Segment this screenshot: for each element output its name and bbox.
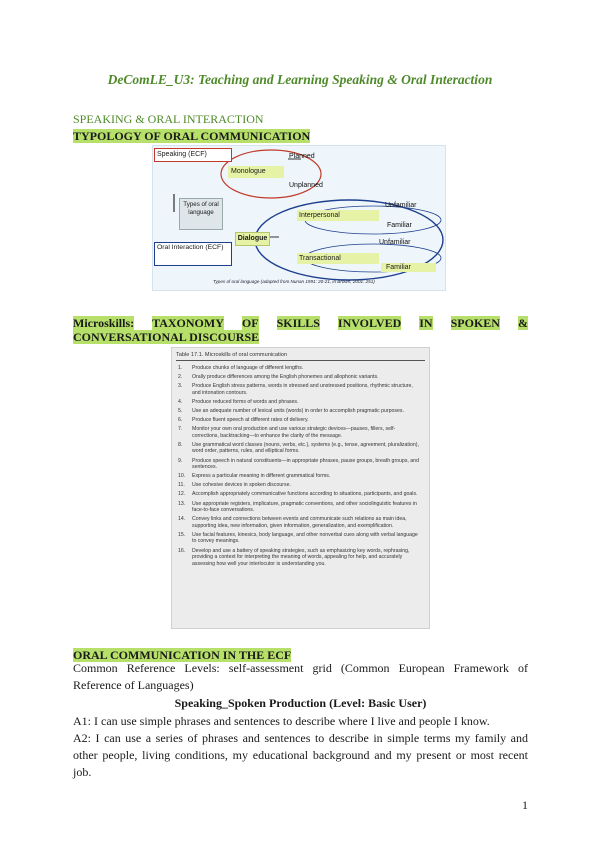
microskill-text: Use facial features, kinesics, body language, and other nonverbal cues along with verbal language to convey meanings.	[192, 531, 418, 545]
heading-word: OF	[241, 316, 259, 330]
microskills-label: Microskills:	[73, 316, 135, 330]
microskill-number: 15.	[178, 531, 186, 538]
microskill-number: 14.	[178, 516, 186, 523]
microskill-number: 7.	[178, 426, 183, 433]
microskill-item	[178, 532, 422, 545]
heading-word: SPOKEN	[450, 316, 500, 330]
typology-heading-text: TYPOLOGY OF ORAL COMMUNICATION	[73, 129, 311, 143]
heading-word: TAXONOMY	[152, 316, 224, 330]
microskill-text: Use cohesive devices in spoken discourse.	[192, 482, 291, 489]
speaking-ecf-box: Speaking (ECF)	[154, 148, 232, 162]
microskills-table	[171, 347, 430, 629]
unfamiliar-label-1: Unfamiliar	[385, 202, 417, 209]
heading-word: &	[517, 316, 528, 330]
microskill-text: Produce reduced forms of words and phrases.	[192, 398, 299, 405]
microskill-number: 2.	[178, 374, 183, 381]
heading-word: SKILLS	[276, 316, 320, 330]
ecf-heading-text: ORAL COMMUNICATION IN THE ECF	[73, 648, 292, 662]
microskill-text: Use appropriate registers, implicature, pragmatic conventions, and other sociolinguistic features in face-to-face conversations.	[192, 500, 417, 514]
microskills-heading	[73, 316, 528, 345]
microskill-number: 5.	[178, 407, 183, 414]
microskill-text: Use grammatical word classes (nouns, verbs, etc.), systems (e.g., tense, agreement, pluralization), word order, patterns, rules, and elliptical forms.	[192, 441, 419, 455]
microskill-item	[178, 516, 422, 529]
microskill-item	[178, 426, 422, 439]
microskill-text: Orally produce differences among the English phonemes and allophonic variants.	[192, 374, 379, 381]
microskill-number: 10.	[178, 473, 186, 480]
microskill-text: Produce fluent speech at different rates of delivery.	[192, 417, 309, 424]
microskill-text: Convey links and connections between events and communicate such relations as main idea, supporting idea, new information, given information, generalization, and exemplification.	[192, 516, 407, 529]
microskill-text: Produce chunks of language of different lengths.	[192, 365, 304, 371]
microskills-list	[178, 365, 422, 570]
heading-word: IN	[419, 316, 433, 330]
oral-interaction-ecf-box: Oral Interaction (ECF)	[154, 242, 232, 266]
familiar-box-2: Familiar	[381, 263, 436, 272]
microskill-item	[178, 501, 422, 514]
microskill-number: 11.	[178, 482, 185, 489]
microskill-item	[178, 417, 422, 424]
microskill-item	[178, 399, 422, 406]
microskill-text: Monitor your own oral production and use various strategic devices—pauses, fillers, self-corrections, backtracking—to enhance the clarity of the message.	[192, 426, 396, 439]
section-label: SPEAKING & ORAL INTERACTION	[73, 112, 264, 126]
table-title: Table 17.1. Microskills of oral communication	[176, 352, 287, 358]
a2-descriptor: A2: I can use a series of phrases and sentences to describe in simple terms my family and other people, living conditions, my educational background and my present or most recent job.	[73, 731, 528, 779]
unfamiliar-label-2: Unfamiliar	[379, 239, 411, 246]
types-of-oral-language-box: Types of oral language	[179, 198, 223, 230]
microskill-text: Accomplish appropriately communicative functions according to situations, participants, and goals.	[192, 491, 418, 498]
document-title: DeComLE_U3: Teaching and Learning Speaking & Oral Interaction	[107, 72, 493, 87]
heading-word: INVOLVED	[337, 316, 402, 330]
microskill-number: 8.	[178, 441, 183, 448]
page-number: 1	[522, 798, 528, 812]
ecf-intro: Common Reference Levels: self-assessment grid (Common European Framework of Reference of Languages)	[73, 661, 528, 692]
microskill-text: Produce speech in natural constituents—in appropriate phrases, pause groups, breath groups, and sentences.	[192, 457, 419, 471]
microskill-item	[178, 365, 422, 372]
microskill-item	[178, 374, 422, 381]
unplanned-label: Unplanned	[289, 182, 323, 189]
table-rule	[176, 360, 425, 361]
monologue-box: Monologue	[228, 166, 284, 178]
microskill-item	[178, 482, 422, 489]
microskill-number: 1.	[178, 365, 183, 371]
microskill-text: Produce English stress patterns, words in stressed and unstressed positions, rhythmic structure, and intonation contours.	[192, 383, 413, 396]
familiar-label-1: Familiar	[387, 222, 412, 229]
diagram-caption: Types of oral language (adapted from Nunan 1991: 20-21, in Brown, 2001: 251)	[213, 279, 375, 284]
microskill-number: 4.	[178, 398, 183, 405]
microskill-item	[178, 548, 422, 568]
microskill-number: 6.	[178, 417, 183, 424]
microskill-number: 16.	[178, 547, 186, 554]
microskill-item	[178, 408, 422, 415]
microskill-number: 9.	[178, 457, 183, 464]
typology-diagram	[152, 145, 446, 291]
microskill-item	[178, 473, 422, 480]
microskill-number: 13.	[178, 500, 186, 507]
microskill-number: 3.	[178, 383, 183, 390]
microskills-heading-line2: CONVERSATIONAL DISCOURSE	[73, 330, 260, 344]
transactional-box: Transactional	[297, 253, 379, 264]
typology-heading	[73, 127, 310, 145]
microskill-item	[178, 458, 422, 471]
microskill-text: Express a particular meaning in different grammatical forms.	[192, 473, 331, 480]
microskill-text: Develop and use a battery of speaking strategies, such as emphasizing key words, rephrasing, providing a context for interpreting the meaning of words, appealing for help, and accurately assessing how well your interlocutor is understanding you.	[192, 547, 410, 567]
planned-label: Planned	[289, 153, 315, 160]
microskill-text: Use an adequate number of lexical units (words) in order to accomplish pragmatic purposes.	[192, 407, 404, 414]
microskill-number: 12.	[178, 491, 186, 498]
a1-descriptor: A1: I can use simple phrases and sentences to describe where I live and people I know.	[73, 714, 490, 728]
microskill-item	[178, 442, 422, 455]
microskill-item	[178, 383, 422, 396]
dialogue-box: Dialogue	[235, 232, 270, 246]
spoken-production-heading: Speaking_Spoken Production (Level: Basic User)	[174, 696, 427, 710]
interpersonal-box: Interpersonal	[297, 210, 379, 221]
microskill-item	[178, 491, 422, 498]
